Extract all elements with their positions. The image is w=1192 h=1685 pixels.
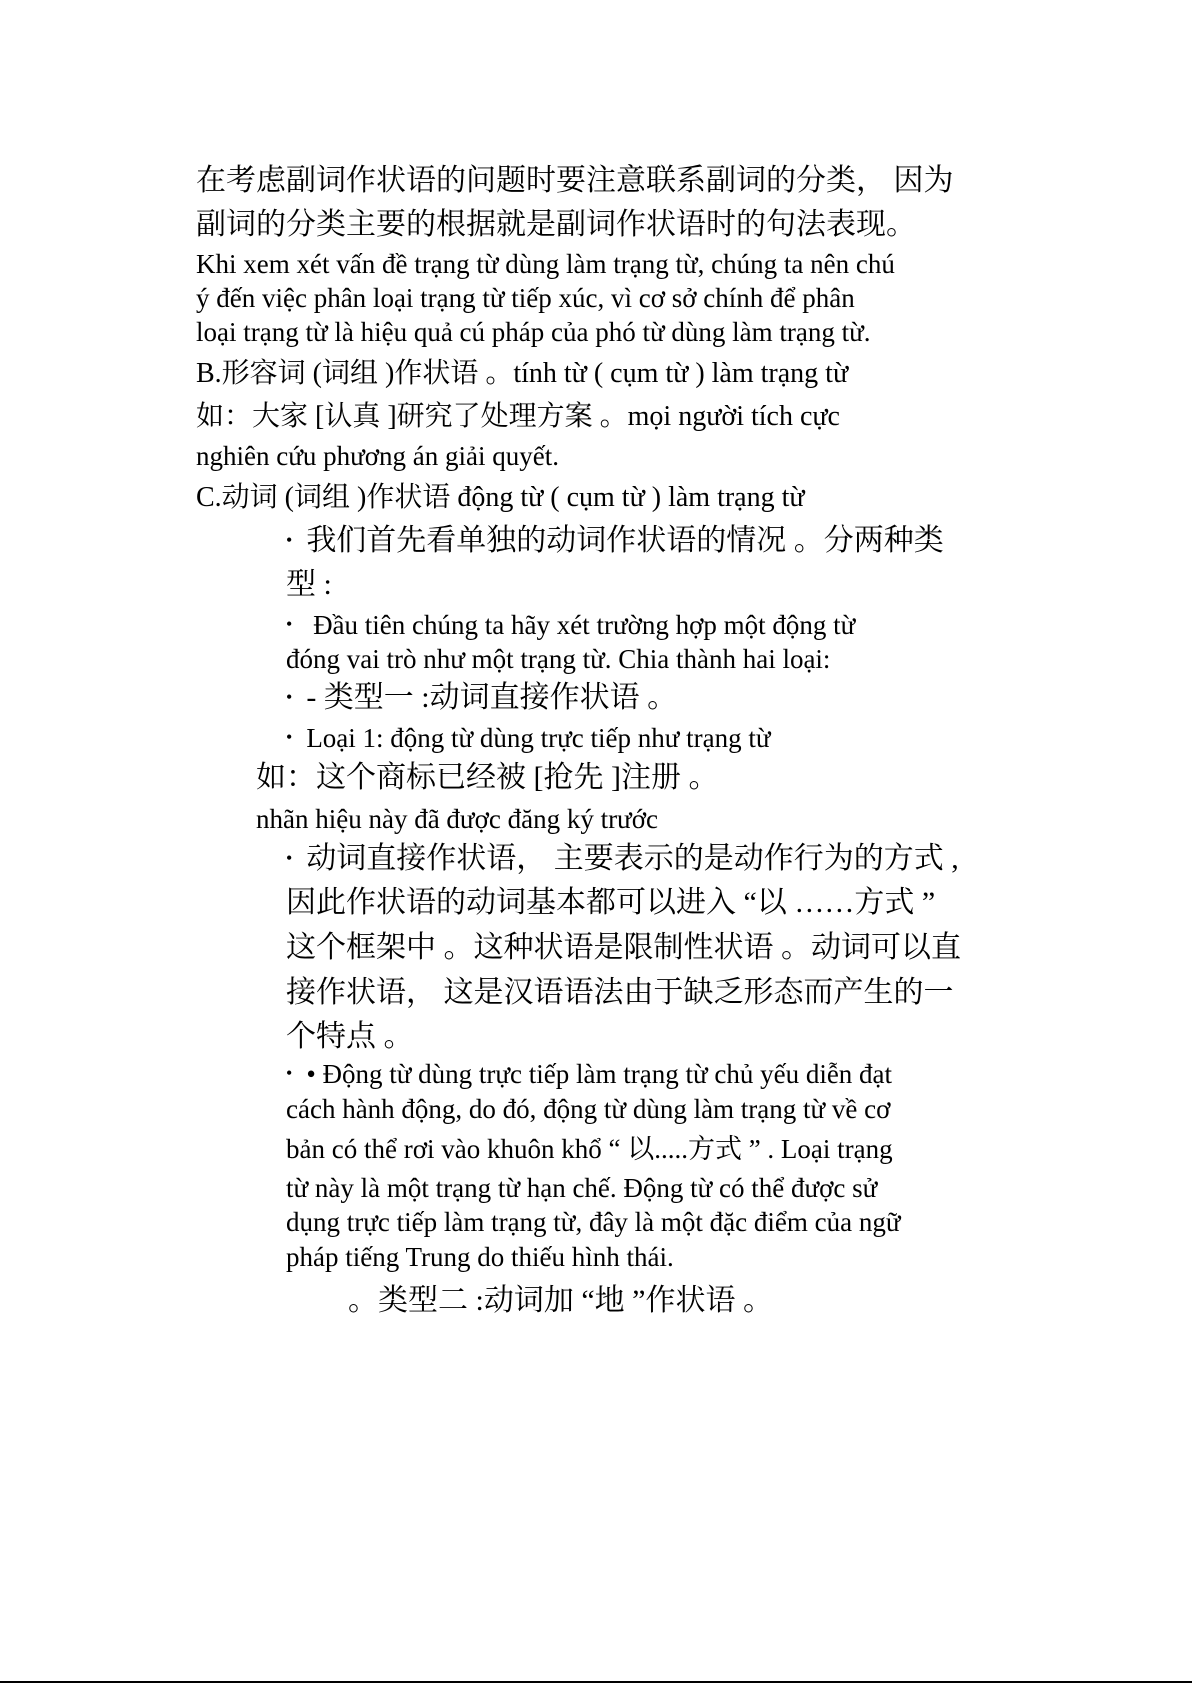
- bullet-item-continuation: dụng trực tiếp làm trạng từ, đây là một đặc điểm của ngữ: [286, 1207, 901, 1237]
- example-line: 如：这个商标已经被 [抢先 ]注册 。: [256, 761, 719, 794]
- bullet-item-continuation: bản có thể rơi vào khuôn khổ “ 以.....方式 ” . Loại trạng: [286, 1134, 893, 1164]
- bullet-item-continuation: pháp tiếng Trung do thiếu hình thái.: [286, 1242, 674, 1272]
- section-heading-c: C.动词 (词组 )作状语 động từ ( cụm từ ) làm trạng từ: [196, 482, 805, 513]
- page-bottom-border: [0, 1681, 1192, 1683]
- bullet-item: • Loại 1: động từ dùng trực tiếp như trạng từ: [286, 725, 771, 752]
- example-translation: nghiên cứu phương án giải quyết.: [196, 441, 559, 471]
- bullet-item-continuation: 型 :: [286, 568, 332, 601]
- example-line: 如：大家 [认真 ]研究了处理方案 。mọi người tích cực: [196, 401, 840, 432]
- example-translation: nhãn hiệu này đã được đăng ký trước: [256, 804, 658, 834]
- sub-item: 。类型二 :动词加 “地 ”作状语 。: [348, 1284, 773, 1317]
- bullet-item-continuation: 因此作状语的动词基本都可以进入 “以 ……方式 ”: [286, 886, 936, 919]
- bullet-item-continuation: đóng vai trò như một trạng từ. Chia thành hai loại:: [286, 644, 831, 674]
- bullet-item: • 动词直接作状语， 主要表示的是动作行为的方式 ,: [286, 844, 959, 874]
- section-heading-b: B.形容词 (词组 )作状语 。tính từ ( cụm từ ) làm trạng từ: [196, 358, 849, 389]
- bullet-item: • - 类型一 :动词直接作状语 。: [286, 683, 677, 713]
- bullet-item: • Đầu tiên chúng ta hãy xét trường hợp một động từ: [286, 612, 855, 639]
- bullet-item-continuation: cách hành động, do đó, động từ dùng làm trạng từ về cơ: [286, 1094, 891, 1124]
- paragraph-line-vi: loại trạng từ là hiệu quả cú pháp của phó từ dùng làm trạng từ.: [196, 317, 871, 347]
- paragraph-line-vi: ý đến việc phân loại trạng từ tiếp xúc, vì cơ sở chính để phân: [196, 283, 855, 313]
- paragraph-line-zh: 副词的分类主要的根据就是副词作状语时的句法表现。: [196, 208, 916, 241]
- bullet-item-continuation: từ này là một trạng từ hạn chế. Động từ có thể được sử: [286, 1173, 878, 1203]
- bullet-item: • 我们首先看单独的动词作状语的情况 。分两种类: [286, 526, 944, 556]
- bullet-item-continuation: 接作状语， 这是汉语语法由于缺乏形态而产生的一: [286, 976, 954, 1009]
- bullet-item-continuation: 个特点 。: [286, 1020, 414, 1053]
- bullet-item-continuation: 这个框架中 。这种状语是限制性状语 。动词可以直: [286, 931, 961, 964]
- bullet-item: • • Động từ dùng trực tiếp làm trạng từ chủ yếu diễn đạt: [286, 1061, 892, 1088]
- paragraph-line-zh: 在考虑副词作状语的问题时要注意联系副词的分类， 因为: [196, 164, 954, 197]
- paragraph-line-vi: Khi xem xét vấn đề trạng từ dùng làm trạng từ, chúng ta nên chú: [196, 249, 895, 279]
